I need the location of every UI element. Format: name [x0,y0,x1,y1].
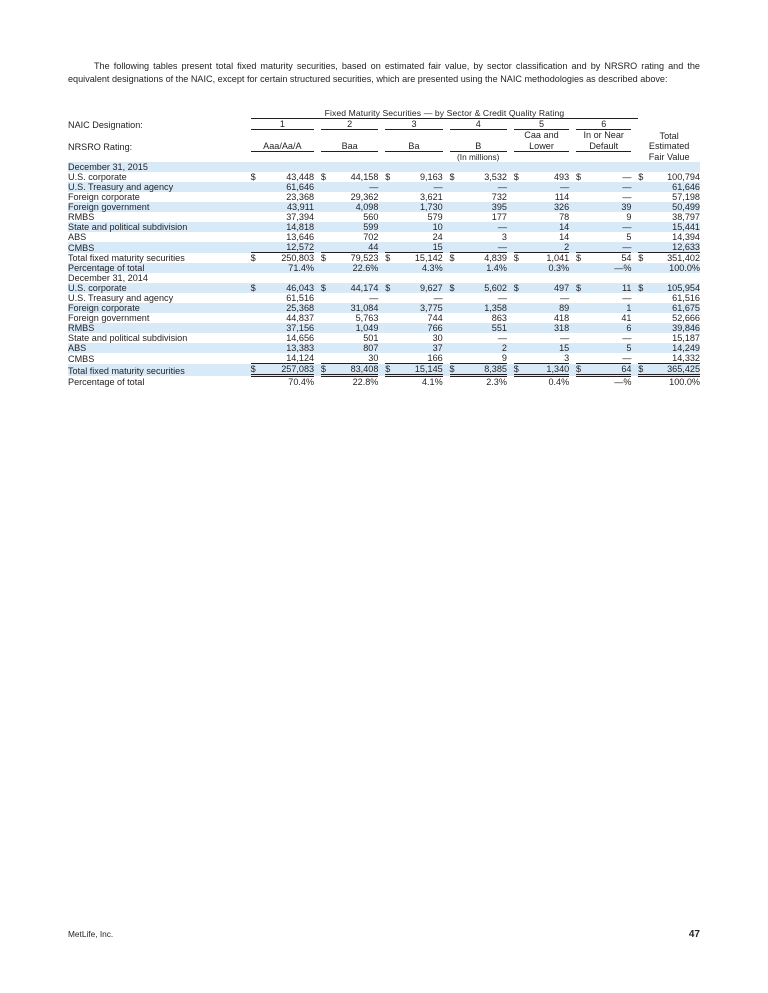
cell-value: 3 [501,232,507,243]
total-value: 257,083 [262,364,314,376]
cell-value: 14,818 [262,222,314,232]
cell-value: 863 [491,313,507,324]
naic-number-6: 6 [576,119,631,130]
section-header-2015 [68,162,700,172]
table-row [68,242,700,253]
currency-symbol: $ [251,253,263,264]
cell-value: — [622,333,632,344]
cell-value: 15,187 [672,333,700,344]
total-value: 365,425 [650,364,700,376]
cell-value: 14 [524,222,570,232]
cell-value: 37,394 [286,212,315,223]
table-row [68,192,700,202]
cell-value: 9,627 [395,283,443,293]
cell-value: 29,362 [350,192,379,203]
section-title-2015: December 31, 2015 [68,162,251,172]
cell-value: 12,633 [650,242,700,253]
table-row [68,303,700,313]
fixed-maturity-securities-table [68,108,700,387]
total-estimated-fair-value-header [638,119,700,162]
cell-value: 5,602 [459,283,507,293]
cell-value: 30 [368,353,379,364]
percentage-value: 1.4% [459,263,507,273]
row-label: State and political subdivision [68,222,251,232]
currency-symbol: $ [638,253,650,264]
currency-symbol: $ [576,172,582,183]
table-row [68,343,700,353]
row-label: Foreign corporate [68,192,140,203]
naic-number-4: 4 [450,119,507,130]
cell-value: 25,368 [262,303,314,313]
cell-value: 14,249 [650,343,700,353]
cell-value: 3,532 [484,172,507,183]
total-value: 4,839 [459,253,507,264]
cell-value: 766 [395,323,443,333]
cell-value: 44 [331,242,379,253]
company-name: MetLife, Inc. [68,929,114,939]
nrsro-rating-2: Baa [321,130,378,152]
cell-value: 177 [491,212,507,223]
row-label: U.S. Treasury and agency [68,293,174,304]
total-value: 250,803 [262,253,314,264]
cell-value: 44,174 [331,283,379,293]
percentage-value: 0.3% [524,263,570,273]
table-row [68,313,700,323]
total-head-line1: Total [659,130,679,141]
currency-symbol: $ [385,283,395,293]
percentage-row-2015 [68,263,700,273]
cell-value: 9 [626,212,632,223]
table-row [68,202,700,212]
cell-value: — [622,172,632,183]
cell-value: 3,621 [419,192,443,203]
cell-value: 551 [459,323,507,333]
row-label: ABS [68,343,251,353]
cell-value: — [586,222,632,232]
cell-value: 4,098 [331,202,379,212]
cell-value: — [586,182,632,192]
percentage-value: 0.4% [548,377,570,388]
total-value: 1,340 [524,364,570,376]
currency-symbol: $ [251,364,263,376]
cell-value: 39 [586,202,632,212]
currency-symbol: $ [385,364,395,376]
cell-value: 15 [524,343,570,353]
total-head-line3: Fair Value [648,151,690,162]
page-number: 47 [688,929,700,940]
cell-value: — [622,353,632,364]
cell-value: 37,156 [262,323,314,333]
total-row-label: Total fixed maturity securities [68,253,185,264]
cell-value: 744 [427,313,443,324]
percentage-value: 2.3% [486,377,507,388]
nrsro-rating-label: NRSRO Rating: [68,141,133,152]
total-row-2014 [68,364,700,376]
cell-value: 9,163 [419,172,443,183]
currency-symbol: $ [450,364,460,376]
cell-value: 599 [331,222,379,232]
cell-value: 497 [524,283,570,293]
cell-value: 318 [524,323,570,333]
naic-number-5: 5 [514,119,569,130]
currency-symbol: $ [251,283,263,293]
cell-value: 61,675 [650,303,700,313]
naic-designation-label: NAIC Designation: [68,119,143,130]
cell-value: 89 [524,303,570,313]
units-row [68,152,700,163]
total-value: 8,385 [459,364,507,376]
cell-value: 5 [626,232,632,243]
cell-value: 326 [524,202,570,212]
row-label: CMBS [68,242,251,253]
cell-value: 166 [427,353,443,364]
cell-value: 14,656 [286,333,315,344]
currency-symbol: $ [321,283,331,293]
percentage-value: 22.8% [352,377,379,388]
section-header-2014 [68,273,700,283]
table-spanner-title: Fixed Maturity Securities — by Sector & Credit Quality Rating [324,108,565,119]
currency-symbol: $ [514,364,524,376]
cell-value: 14,124 [286,353,315,364]
table-row [68,182,700,192]
currency-symbol: $ [385,253,395,264]
currency-symbol: $ [514,283,524,293]
cell-value: 501 [363,333,379,344]
nrsro-rating-1: Aaa/Aa/A [251,130,314,152]
currency-symbol: $ [450,253,460,264]
cell-value: 12,572 [262,242,314,253]
currency-symbol: $ [638,172,644,183]
units-label: (In millions) [457,152,500,163]
cell-value: 14,332 [672,353,700,364]
currency-symbol: $ [576,253,586,264]
currency-symbol: $ [450,283,460,293]
currency-symbol: $ [385,172,391,183]
cell-value: — [459,182,507,192]
table-row [68,323,700,333]
cell-value: 6 [586,323,632,333]
percentage-value: 4.1% [421,377,443,388]
cell-value: 493 [554,172,570,183]
naic-number-1: 1 [251,119,314,130]
table-row [68,222,700,232]
total-value: 54 [586,253,632,264]
cell-value: 78 [559,212,570,223]
cell-value: 3,775 [395,303,443,313]
cell-value: 43,911 [262,202,314,212]
percentage-row-label: Percentage of total [68,377,145,388]
currency-symbol: $ [638,364,650,376]
intro-text: The following tables present total fixed maturity securities, based on estimated fair value, by sector classification and by NRSRO rating and the equivalent designations of the NAIC, except for certain structured securities, which are presented using the NAIC methodologies as described above: [68,61,700,85]
currency-symbol: $ [638,283,650,293]
table-row [68,172,700,182]
table-row [68,333,700,343]
percentage-value: —% [586,263,632,273]
percentage-value: —% [614,377,632,388]
cell-value: 1,730 [395,202,443,212]
percentage-row-label: Percentage of total [68,263,251,273]
cell-value: 61,646 [262,182,314,192]
row-label: Foreign government [68,202,251,212]
cell-value: 44,158 [350,172,379,183]
total-value: 79,523 [331,253,379,264]
cell-value: 1 [586,303,632,313]
cell-value: 2 [524,242,570,253]
percentage-value: 70.4% [288,377,315,388]
cell-value: 24 [432,232,443,243]
currency-symbol: $ [514,253,524,264]
cell-value: 5 [586,343,632,353]
row-label: U.S. corporate [68,172,127,183]
cell-value: 3 [564,353,570,364]
cell-value: 732 [491,192,507,203]
naic-number-3: 3 [385,119,442,130]
percentage-row-2014 [68,376,700,388]
cell-value: 10 [395,222,443,232]
cell-value: 61,516 [672,293,700,304]
cell-value: 61,646 [650,182,700,192]
table-row [68,212,700,222]
cell-value: 46,043 [262,283,314,293]
row-label: RMBS [68,212,95,223]
cell-value: 105,954 [650,283,700,293]
naic-number-2: 2 [321,119,378,130]
currency-symbol: $ [576,283,586,293]
row-label: ABS [68,232,87,243]
table-row [68,283,700,293]
nrsro-rating-6: In or Near Default [576,130,631,152]
cell-value: 2 [459,343,507,353]
cell-value: 41 [621,313,632,324]
cell-value: 50,499 [650,202,700,212]
nrsro-rating-4: B [450,130,507,152]
percentage-value: 4.3% [395,263,443,273]
currency-symbol: $ [250,172,256,183]
cell-value: 418 [554,313,570,324]
nrsro-rating-row [68,130,700,152]
naic-designation-row [68,119,700,130]
cell-value: 15 [395,242,443,253]
cell-value: 114 [554,192,570,203]
cell-value: 5,763 [355,313,379,324]
total-value: 1,041 [524,253,570,264]
total-row-label: Total fixed maturity securities [68,364,251,376]
cell-value: 14,394 [672,232,700,243]
currency-symbol: $ [321,253,331,264]
cell-value: 807 [331,343,379,353]
table-row [68,353,700,364]
cell-value: 39,846 [650,323,700,333]
cell-value: — [560,333,570,344]
section-title-2014: December 31, 2014 [68,273,148,284]
total-value: 64 [586,364,632,376]
cell-value: — [433,293,443,304]
percentage-value: 100.0% [650,263,700,273]
percentage-value: 71.4% [262,263,314,273]
total-value: 83,408 [331,364,379,376]
cell-value: 30 [432,333,443,344]
percentage-value: 100.0% [669,377,700,388]
cell-value: 14 [559,232,570,243]
cell-value: 100,794 [667,172,700,183]
cell-value: 44,837 [286,313,315,324]
cell-value: — [622,293,632,304]
intro-paragraph [68,60,700,86]
total-head-line2: Estimated [648,141,690,152]
cell-value: 43,448 [286,172,315,183]
table-spanner-row [68,108,700,118]
cell-value: 395 [459,202,507,212]
cell-value: 37 [395,343,443,353]
total-row-2015 [68,253,700,264]
row-label: U.S. corporate [68,283,251,293]
cell-value: — [395,182,443,192]
table-row [68,232,700,242]
cell-value: 38,797 [672,212,700,223]
cell-value: 23,368 [286,192,315,203]
nrsro-rating-5: Caa and Lower [514,130,569,152]
currency-symbol: $ [320,172,326,183]
row-label: State and political subdivision [68,333,188,344]
cell-value: 57,198 [672,192,700,203]
total-value: 351,402 [650,253,700,264]
cell-value: 52,666 [672,313,700,324]
cell-value: 560 [363,212,379,223]
cell-value: — [459,222,507,232]
page-footer [68,929,700,940]
cell-value: 702 [363,232,379,243]
row-label: Foreign corporate [68,303,251,313]
currency-symbol: $ [449,172,455,183]
currency-symbol: $ [576,364,586,376]
cell-value: — [369,293,379,304]
cell-value: — [586,242,632,253]
row-label: RMBS [68,323,251,333]
cell-value: 9 [501,353,507,364]
cell-value: — [497,333,507,344]
table-row [68,293,700,303]
cell-value: 15,441 [650,222,700,232]
total-value: 15,145 [395,364,443,376]
currency-symbol: $ [321,364,331,376]
cell-value: 11 [586,283,632,293]
cell-value: — [497,293,507,304]
row-label: CMBS [68,353,95,364]
cell-value: 1,358 [459,303,507,313]
cell-value: — [459,242,507,253]
cell-value: — [331,182,379,192]
currency-symbol: $ [513,172,519,183]
cell-value: 13,383 [262,343,314,353]
cell-value: — [560,293,570,304]
nrsro-rating-3: Ba [385,130,442,152]
cell-value: 61,516 [286,293,315,304]
row-label: U.S. Treasury and agency [68,182,251,192]
percentage-value: 22.6% [331,263,379,273]
cell-value: — [622,192,632,203]
total-value: 15,142 [395,253,443,264]
cell-value: — [524,182,570,192]
cell-value: 13,646 [286,232,315,243]
cell-value: 1,049 [331,323,379,333]
row-label: Foreign government [68,313,150,324]
cell-value: 31,084 [331,303,379,313]
cell-value: 579 [427,212,443,223]
